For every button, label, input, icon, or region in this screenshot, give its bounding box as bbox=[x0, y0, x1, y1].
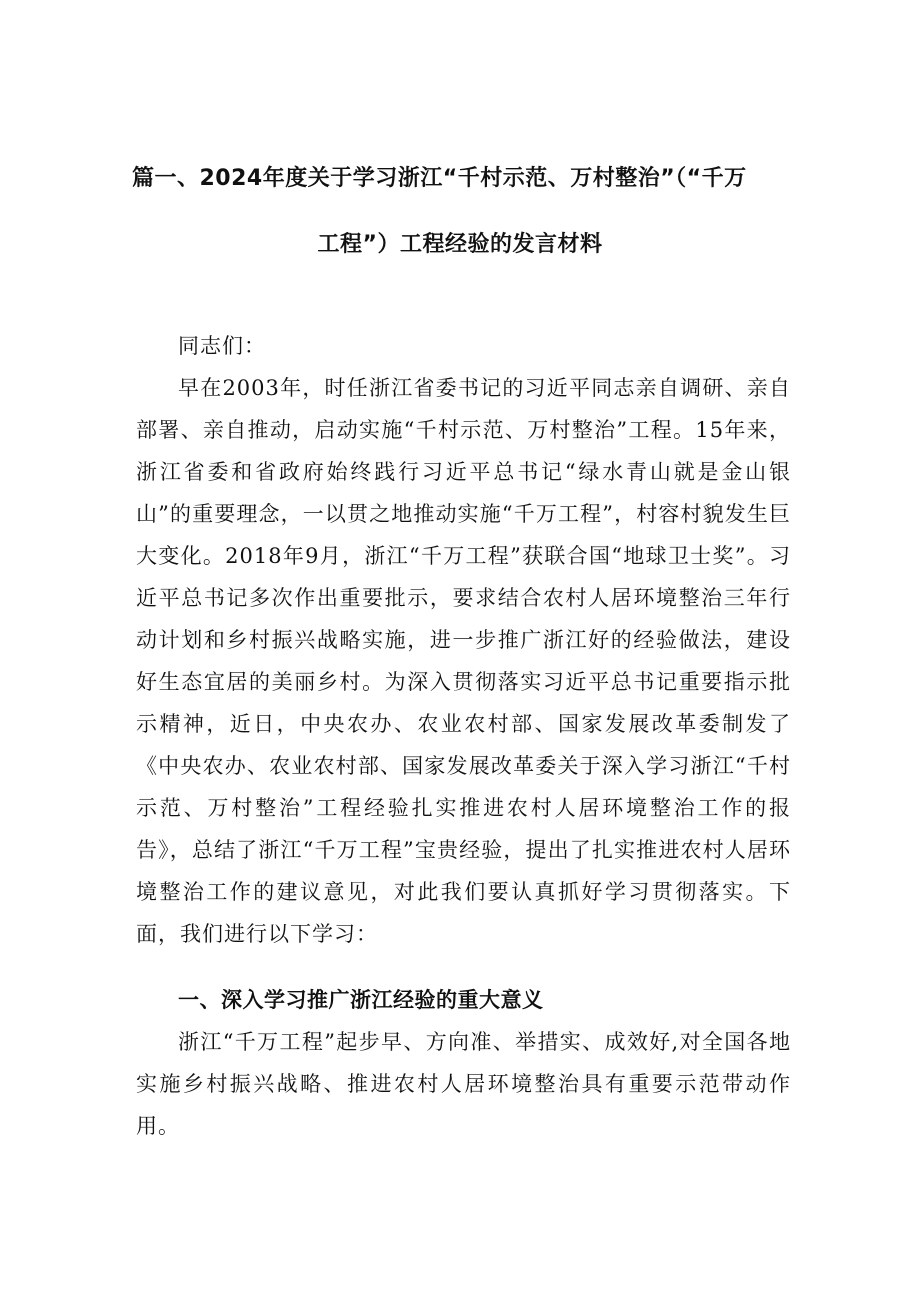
body-paragraph-1: 早在2003年，时任浙江省委书记的习近平同志亲自调研、亲自部署、亲自推动，启动实施“千村示范、万村整治”工程。15年来，浙江省委和省政府始终践行习近平总书记“绿水青山就是金山银山”的重要理念，一以贯之地推动实施“千万工程”，村容村貌发生巨大变化。2018年9月，浙江“千万工程”获联合国“地球卫士奖”。习近平总书记多次作出重要批示，要求结合农村人居环境整治三年行动计划和乡村振兴战略实施，进一步推广浙江好的经验做法，建设好生态宜居的美丽乡村。为深入贯彻落实习近平总书记重要指示批示精神，近日，中央农办、农业农村部、国家发展改革委制发了《中央农办、农业农村部、国家发展改革委关于深入学习浙江“千村示范、万村整治”工程经验扎实推进农村人居环境整治工作的报告》，总结了浙江“千万工程”宝贵经验，提出了扎实推进农村人居环境整治工作的建议意见，对此我们要认真抓好学习贯彻落实。下面，我们进行以下学习： bbox=[136, 376, 791, 946]
greeting: 同志们： bbox=[178, 334, 266, 358]
section-heading-1: 一、深入学习推广浙江经验的重大意义 bbox=[178, 988, 544, 1012]
body-paragraph-2: 浙江“千万工程”起步早、方向准、举措实、成效好,对全国各地实施乡村振兴战略、推进农村人居环境整治具有重要示范带动作用。 bbox=[136, 1030, 791, 1138]
document-title-line-1: 篇一、2024年度关于学习浙江“千村示范、万村整治”（“千万 bbox=[132, 166, 747, 191]
document-title-line-2: 工程”）工程经验的发言材料 bbox=[317, 232, 603, 257]
